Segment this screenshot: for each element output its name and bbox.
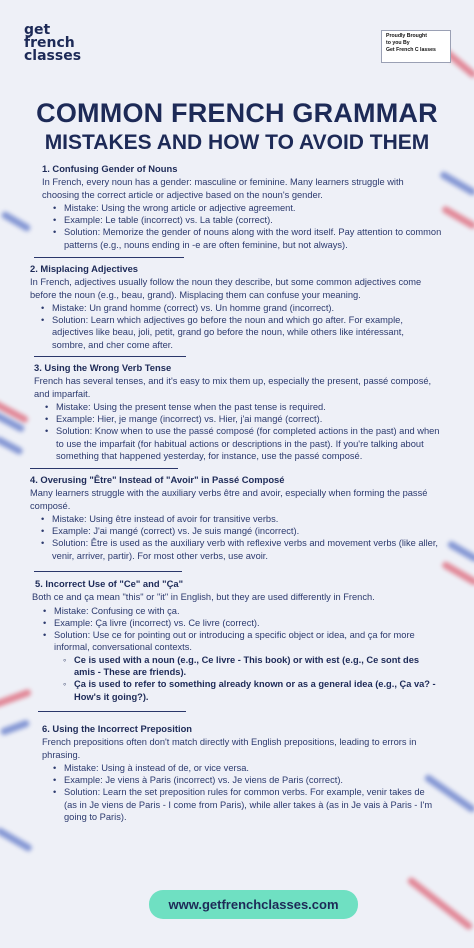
list-item: • Example: Je viens à Paris (incorrect) vs. Je viens de Paris (correct). bbox=[42, 774, 440, 786]
list-item: • Mistake: Un grand homme (correct) vs. Un homme grand (incorrect). bbox=[30, 302, 438, 314]
website-link-button[interactable]: www.getfrenchclasses.com bbox=[149, 890, 358, 919]
section-body: In French, adjectives usually follow the noun they describe, but some common adjectives come before the noun (e.g., beau, grand). Misplacing them can confuse your meaning. bbox=[30, 277, 422, 300]
section-list bbox=[32, 605, 440, 654]
list-item: • Mistake: Using à instead of de, or vice versa. bbox=[42, 762, 440, 774]
section-body: French has several tenses, and it's easy to mix them up, especially the present, passé composé, and imparfait. bbox=[34, 376, 432, 399]
sponsor-badge bbox=[381, 30, 451, 63]
list-item: • Solution: Memorize the gender of nouns along with the word itself. Pay attention to common patterns (e.g., nouns ending in -e are often feminine, but not always). bbox=[42, 226, 442, 251]
section-list bbox=[42, 762, 440, 823]
section-misplacing-adjectives bbox=[30, 263, 438, 351]
list-item: • Mistake: Confusing ce with ça. bbox=[32, 605, 440, 617]
section-body: Both ce and ça mean "this" or "it" in English, but they are used differently in French. bbox=[32, 592, 375, 603]
list-item: • Solution: Know when to use the passé composé (for completed actions in the past) and when to use the imparfait (for habitual actions or descriptions in the past). If you're talking about something that happened yesterday, for instance, use the passé composé. bbox=[34, 425, 442, 462]
decor-stroke-blue bbox=[447, 540, 474, 563]
logo-line: classes bbox=[24, 48, 82, 64]
badge-line: Proudly Brought bbox=[386, 33, 427, 39]
decor-stroke-blue bbox=[0, 210, 31, 232]
list-item: • Example: Le table (incorrect) vs. La table (correct). bbox=[42, 214, 442, 226]
list-item: • Solution: Être is used as the auxiliary verb with reflexive verbs and movement verbs (like aller, venir, arriver, partir). For most other verbs, use avoir. bbox=[30, 537, 438, 562]
decor-stroke-red bbox=[441, 560, 474, 586]
sub-list-item: ◦ Ce is used with a noun (e.g., Ce livre - This book) or with est (e.g., Ce sont des amis - These are friends). bbox=[32, 654, 440, 679]
section-ce-and-ca bbox=[32, 578, 440, 703]
decor-stroke-red bbox=[406, 876, 473, 931]
page-subtitle: MISTAKES AND HOW TO AVOID THEM bbox=[44, 131, 430, 154]
section-title: 2. Misplacing Adjectives bbox=[30, 263, 139, 274]
section-list bbox=[30, 302, 438, 351]
decor-stroke-red bbox=[441, 205, 474, 230]
section-divider bbox=[34, 356, 186, 357]
section-title: 1. Confusing Gender of Nouns bbox=[42, 163, 178, 174]
badge-line: to you By bbox=[386, 40, 410, 46]
section-title: 6. Using the Incorrect Preposition bbox=[42, 723, 193, 734]
list-item: • Example: J'ai mangé (correct) vs. Je suis mangé (incorrect). bbox=[30, 525, 438, 537]
section-divider bbox=[38, 711, 186, 712]
decor-stroke-blue bbox=[0, 719, 30, 736]
list-item: • Example: Ça livre (incorrect) vs. Ce livre (correct). bbox=[32, 617, 440, 629]
list-item: • Mistake: Using être instead of avoir for transitive verbs. bbox=[30, 513, 438, 525]
decor-stroke-blue bbox=[439, 170, 474, 196]
list-item: • Mistake: Using the wrong article or adjective agreement. bbox=[42, 202, 442, 214]
list-item: • Example: Hier, je mange (incorrect) vs. Hier, j'ai mangé (correct). bbox=[34, 413, 442, 425]
section-divider bbox=[34, 571, 182, 572]
list-item: • Solution: Learn the set preposition rules for common verbs. For example, venir takes de (as in Je viens de Paris - I come from Paris), while aller takes à (as in Je vais à Paris - I'm going to Paris). bbox=[42, 786, 440, 823]
section-etre-vs-avoir bbox=[30, 474, 438, 562]
decor-stroke-blue bbox=[0, 826, 33, 852]
section-sublist bbox=[32, 654, 440, 703]
list-item: • Mistake: Using the present tense when the past tense is required. bbox=[34, 401, 442, 413]
section-divider bbox=[30, 468, 178, 469]
section-body: French prepositions often don't match directly with English prepositions, leading to errors in phrasing. bbox=[42, 737, 417, 760]
section-gender-of-nouns bbox=[34, 163, 442, 251]
section-list bbox=[30, 513, 438, 562]
section-title: 3. Using the Wrong Verb Tense bbox=[34, 362, 172, 373]
section-list bbox=[34, 401, 442, 462]
section-wrong-verb-tense bbox=[34, 362, 442, 462]
section-divider bbox=[34, 257, 184, 258]
page-title: COMMON FRENCH GRAMMAR bbox=[36, 98, 438, 128]
section-body: Many learners struggle with the auxiliary verbs être and avoir, especially when forming the passé composé. bbox=[30, 488, 428, 511]
section-title: 4. Overusing "Être" Instead of "Avoir" in Passé Composé bbox=[30, 474, 285, 485]
list-item: • Solution: Learn which adjectives go before the noun and which go after. For example, adjectives like beau, joli, petit, grand go before the noun, while others like intéressant, sombre, and cher come after. bbox=[30, 314, 438, 351]
section-list bbox=[34, 202, 442, 251]
section-incorrect-preposition bbox=[42, 723, 440, 823]
decor-stroke-blue bbox=[0, 435, 24, 455]
section-title: 5. Incorrect Use of "Ce" and "Ça" bbox=[35, 578, 184, 589]
sub-list-item: ◦ Ça is used to refer to something already known or as a general idea (e.g., Ça va? - How's it going?). bbox=[32, 678, 440, 703]
decor-stroke-red bbox=[0, 688, 32, 708]
logo-line: french bbox=[24, 35, 75, 51]
badge-line: Get French C lasses bbox=[386, 47, 436, 53]
brand-logo bbox=[24, 24, 84, 63]
section-body: In French, every noun has a gender: masculine or feminine. Many learners struggle with choosing the correct article or adjective based on the noun's gender. bbox=[42, 177, 404, 200]
logo-line: get bbox=[24, 22, 51, 38]
list-item: • Solution: Use ce for pointing out or introducing a specific object or idea, and ça for more informal, conversational contexts. bbox=[32, 629, 440, 654]
